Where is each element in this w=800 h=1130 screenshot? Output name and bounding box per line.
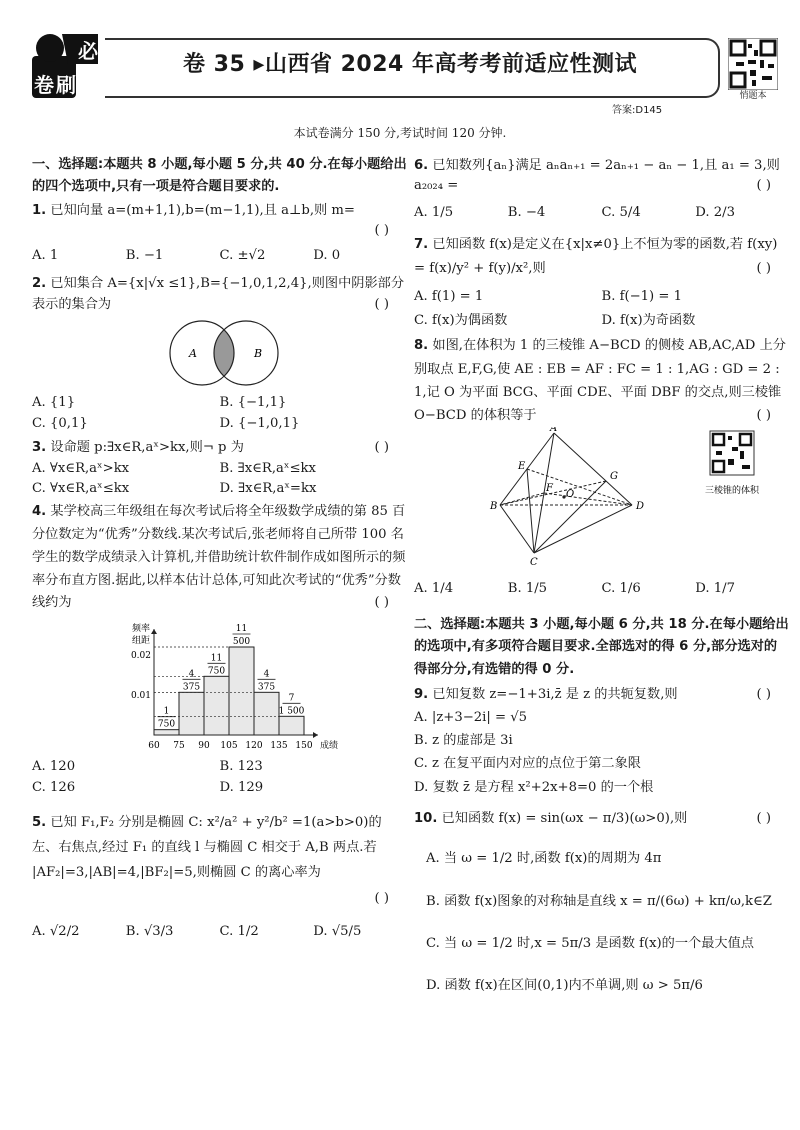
label-d: D xyxy=(636,500,645,512)
option-d[interactable]: D. 2/3 xyxy=(695,204,735,220)
answer-reference: 答案:D145 xyxy=(612,105,663,116)
histogram-bar xyxy=(179,693,204,736)
question-number: 7. xyxy=(414,237,429,253)
qr-code-icon[interactable] xyxy=(728,38,778,90)
option-c[interactable]: C. ∀x∈R,aˣ≤kx xyxy=(32,480,130,496)
option-b[interactable]: B. f(−1) = 1 xyxy=(601,288,683,304)
answer-paren: ( ) xyxy=(374,223,389,239)
edge-cd xyxy=(534,505,632,553)
bar-label-numerator: 11 xyxy=(210,653,223,664)
bar-label-numerator: 4 xyxy=(263,669,270,680)
venn-label-a: A xyxy=(189,347,197,361)
option-a[interactable]: A. 120 xyxy=(32,759,76,775)
question-number: 5. xyxy=(32,815,47,831)
question-2 xyxy=(32,274,407,434)
option-a[interactable]: A. 1/5 xyxy=(414,204,454,220)
bar-label-denominator: 375 xyxy=(257,682,276,693)
bar-label-denominator: 750 xyxy=(207,666,226,677)
exam-note: 本试卷满分 150 分,考试时间 120 分钟. xyxy=(293,126,507,140)
x-tick-label: 105 xyxy=(220,741,238,752)
bar-label-denominator: 375 xyxy=(182,682,201,693)
option-c[interactable]: C. z 在复平面内对应的点位于第二象限 xyxy=(414,756,641,772)
question-number: 2. xyxy=(32,276,47,292)
question-7 xyxy=(414,233,789,332)
x-tick-label: 135 xyxy=(270,741,288,752)
question-stem: 已知复数 z=−1+3i,z̄ 是 z 的共轭复数,则 xyxy=(432,687,678,703)
bar-label-numerator: 4 xyxy=(188,669,195,680)
x-axis-arrow xyxy=(313,732,318,738)
answer-paren: ( ) xyxy=(374,594,389,610)
question-stem: 已知数列{aₙ}满足 aₙaₙ₊₁ = 2aₙ₊₁ − aₙ − 1,且 a₁ = 3,则 a₂₀₂₄ = xyxy=(414,158,780,194)
question-number: 10. xyxy=(414,810,438,826)
bar-label-denominator: 500 xyxy=(232,637,251,648)
qr-caption: 三棱锥的体积 xyxy=(704,485,760,496)
x-tick-label: 75 xyxy=(173,741,185,752)
y-axis-label: 频率 xyxy=(131,624,150,635)
x-tick-label: 120 xyxy=(245,741,263,752)
qr-code-icon xyxy=(710,431,754,475)
option-c[interactable]: C. {0,1} xyxy=(32,415,88,431)
option-b[interactable]: B. 1/5 xyxy=(507,580,548,596)
x-tick-label: 90 xyxy=(198,741,210,752)
label-b: B xyxy=(490,500,498,512)
option-a[interactable]: A. √2/2 xyxy=(32,923,80,939)
option-d[interactable]: D. 函数 f(x)在区间(0,1)内不单调,则 ω > 5π/6 xyxy=(426,978,703,994)
logo-char-2: 卷 xyxy=(34,73,54,97)
label-c: C xyxy=(530,556,538,568)
answer-paren: ( ) xyxy=(756,407,771,423)
option-b[interactable]: B. −1 xyxy=(125,247,164,263)
option-b[interactable]: B. 123 xyxy=(219,759,263,775)
answer-paren: ( ) xyxy=(374,440,389,456)
page-title: 卷 35 ▸山西省 2024 年高考考前适应性测试 xyxy=(182,52,638,77)
option-b[interactable]: B. ∃x∈R,aˣ≤kx xyxy=(219,460,316,476)
brand-logo xyxy=(28,30,110,102)
option-b[interactable]: B. z 的虚部是 3i xyxy=(414,733,513,749)
option-b[interactable]: B. −4 xyxy=(507,204,546,220)
question-stem: 已知函数 f(x)是定义在{x|x≠0}上不恒为零的函数,若 f(xy) = f(x)/y² + f(y)/x²,则 xyxy=(414,237,778,277)
answer-paren: ( ) xyxy=(374,296,389,312)
y-tick-label: 0.02 xyxy=(130,651,151,662)
option-d[interactable]: D. 复数 z̄ 是方程 x²+2x+8=0 的一个根 xyxy=(414,779,654,795)
x-tick-label: 60 xyxy=(148,741,160,752)
label-g: G xyxy=(610,470,618,482)
question-stem: 已知函数 f(x) = sin(ωx − π/3)(ω>0),则 xyxy=(441,810,688,826)
label-o: O xyxy=(566,488,575,500)
question-number: 8. xyxy=(414,338,429,354)
question-stem: 如图,在体积为 1 的三棱锥 A−BCD 的侧棱 AB,AC,AD 上分别取点 E,F,G,使 AE : EB = AF : FC = 1 : 1,AG : GD = 2 : 1,记 O 为平面 BCG、平面 CDE、平面 DBF 的交点,则三棱锥 O−BCD 的体积等于 xyxy=(414,338,786,423)
option-c[interactable]: C. ±√2 xyxy=(219,247,266,263)
left-column xyxy=(32,154,407,944)
option-c[interactable]: C. 1/2 xyxy=(219,923,259,939)
edge-bc xyxy=(500,505,534,553)
right-column xyxy=(414,154,789,997)
option-d[interactable]: D. {−1,0,1} xyxy=(219,415,300,431)
bar-label-denominator: 1 500 xyxy=(278,706,305,717)
option-d[interactable]: D. 1/7 xyxy=(695,580,735,596)
answer-paren: ( ) xyxy=(756,687,771,703)
option-d[interactable]: D. 0 xyxy=(313,247,341,263)
option-d[interactable]: D. ∃x∈R,aˣ=kx xyxy=(219,480,317,496)
question-number: 9. xyxy=(414,687,429,703)
question-number: 6. xyxy=(414,158,429,173)
question-stem: 已知集合 A={x|√x ≤1},B={−1,0,1,2,4},则图中阴影部分表示的集合为 xyxy=(32,276,405,312)
question-9 xyxy=(414,683,789,798)
option-c[interactable]: C. 126 xyxy=(32,779,76,795)
logo-char-1: 必 xyxy=(78,39,98,63)
x-axis-label: 成绩 xyxy=(320,741,339,752)
histogram-bar xyxy=(254,693,279,736)
option-c[interactable]: C. 1/6 xyxy=(601,580,641,596)
option-c[interactable]: C. 5/4 xyxy=(601,204,641,220)
histogram-bar xyxy=(154,730,179,735)
option-a[interactable]: A. ∀x∈R,aˣ>kx xyxy=(32,460,130,476)
question-stem: 设命题 p:∃x∈R,aˣ>kx,则¬ p 为 xyxy=(50,440,244,456)
venn-label-b: B xyxy=(254,347,263,361)
x-tick-label: 150 xyxy=(295,741,313,752)
label-a: A xyxy=(550,426,558,434)
bar-label-numerator: 11 xyxy=(235,624,248,635)
option-a[interactable]: A. |z+3−2i| = √5 xyxy=(414,710,528,726)
answer-paren: ( ) xyxy=(756,178,771,194)
question-number: 3. xyxy=(32,440,47,456)
question-1 xyxy=(32,201,407,266)
option-a[interactable]: A. 1 xyxy=(32,247,59,263)
option-b[interactable]: B. √3/3 xyxy=(125,923,174,939)
answer-paren: ( ) xyxy=(756,810,771,826)
histogram-chart xyxy=(32,617,407,757)
qr-caption: 悄题本 xyxy=(739,91,767,101)
histogram-bar xyxy=(204,677,229,736)
question-number: 1. xyxy=(32,202,47,218)
venn-diagram xyxy=(32,315,407,393)
option-d[interactable]: D. 129 xyxy=(219,779,264,795)
bar-label-numerator: 7 xyxy=(288,693,295,704)
pyramid-figure xyxy=(414,427,789,577)
question-stem: 已知向量 a=(m+1,1),b=(m−1,1),且 a⊥b,则 m= xyxy=(50,202,355,218)
logo-char-3: 刷 xyxy=(56,73,76,97)
option-d[interactable]: D. √5/5 xyxy=(313,923,362,939)
question-4 xyxy=(32,501,407,798)
label-e: E xyxy=(518,460,526,472)
question-6 xyxy=(414,156,789,223)
y-axis-label: 组距 xyxy=(131,636,150,647)
bar-label-numerator: 1 xyxy=(163,707,170,718)
option-a[interactable]: A. 当 ω = 1/2 时,函数 f(x)的周期为 4π xyxy=(426,851,662,867)
section-1-title: 一、选择题:本题共 8 小题,每小题 5 分,共 40 分.在每小题给出的四个选项中,只有一项是符合题目要求的. xyxy=(32,157,407,195)
bar-label-denominator: 750 xyxy=(157,720,176,731)
line-ec xyxy=(527,469,534,553)
section-2-title: 二、选择题:本题共 3 小题,每小题 6 分,共 18 分.在每小题给出的选项中,有多项符合题目要求.全部选对的得 6 分,部分选对的得部分分,有选错的得 0 分. xyxy=(414,616,789,677)
option-a[interactable]: A. 1/4 xyxy=(414,580,454,596)
answer-paren: ( ) xyxy=(756,261,771,277)
question-3 xyxy=(32,438,407,499)
option-a[interactable]: A. {1} xyxy=(32,395,76,411)
option-c[interactable]: C. 当 ω = 1/2 时,x = 5π/3 是函数 f(x)的一个最大值点 xyxy=(426,936,754,952)
question-stem: 某学校高三年级组在每次考试后将全年级数学成绩的第 85 百分位数定为“优秀”分数线.某次考试后,张老师将自己所带 100 名学生的数学成绩录入计算机,并借助统计软件制作成如图所示的频率分布直方图.据此,以样本估计总体,可知此次考试的“优秀”分数线约为 xyxy=(32,504,406,611)
question-stem: 已知 F₁,F₂ 分别是椭圆 C: x²/a² + y²/b² =1(a>b>0)的左、右焦点,经过 F₁ 的直线 l 与椭圆 C 相交于 A,B 两点.若 |AF₂|=3,|AB|=4,|BF₂|=5,则椭圆 C 的离心率为 xyxy=(32,815,382,881)
option-b[interactable]: B. 函数 f(x)图象的对称轴是直线 x = π/(6ω) + kπ/ω,k∈Z xyxy=(426,893,772,909)
option-c[interactable]: C. f(x)为偶函数 xyxy=(414,312,508,328)
answer-paren: ( ) xyxy=(374,890,389,906)
option-a[interactable]: A. f(1) = 1 xyxy=(414,288,484,304)
y-axis-arrow xyxy=(151,629,157,634)
label-f: F xyxy=(546,482,553,494)
option-d[interactable]: D. f(x)为奇函数 xyxy=(601,312,696,328)
question-number: 4. xyxy=(32,504,47,520)
y-tick-label: 0.01 xyxy=(130,691,151,702)
histogram-bar xyxy=(279,717,304,736)
question-8 xyxy=(414,334,789,599)
question-10 xyxy=(414,809,789,997)
histogram-bar xyxy=(229,647,254,735)
option-b[interactable]: B. {−1,1} xyxy=(219,395,287,411)
question-5 xyxy=(32,810,407,943)
